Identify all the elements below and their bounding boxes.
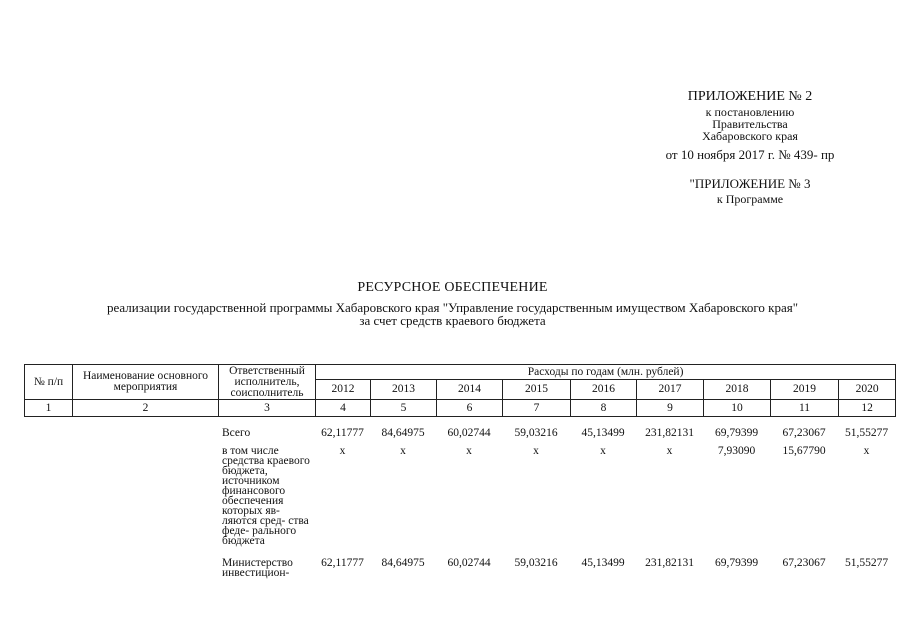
- row-value: 45,13499: [581, 427, 625, 439]
- col-number: 3: [219, 400, 316, 417]
- header-num: № п/п: [25, 365, 73, 400]
- year-cell: 2016: [571, 380, 637, 400]
- row-value: х: [863, 445, 870, 457]
- row-value: 59,03216: [514, 557, 558, 569]
- subtitle-line-2: за счет средств краевого бюджета: [359, 313, 546, 328]
- row-value: 67,23067: [782, 427, 826, 439]
- appendix-heading: ПРИЛОЖЕНИЕ № 2: [687, 89, 813, 104]
- year-cell: 2014: [437, 380, 503, 400]
- col-number: 9: [637, 400, 704, 417]
- appendix-line-3: Хабаровского края: [702, 129, 798, 143]
- row-value: 60,02744: [447, 557, 491, 569]
- header-expenses: Расходы по годам (млн. рублей): [316, 365, 896, 380]
- row-value: 84,64975: [381, 557, 425, 569]
- subtitle-line-1: реализации государственной программы Хабаровского края "Управление государственным имуществом Хабаровского края": [106, 300, 799, 315]
- row-value: х: [666, 445, 673, 457]
- row-value: 7,93090: [717, 445, 756, 457]
- row-value: х: [400, 445, 406, 457]
- header-name: Наименование основного мероприятия: [73, 365, 219, 400]
- col-number: 8: [571, 400, 637, 417]
- document-title: РЕСУРСНОЕ ОБЕСПЕЧЕНИЕ: [357, 280, 548, 295]
- row-value: 84,64975: [381, 427, 425, 439]
- header-executor: Ответственный исполнитель, соисполнитель: [219, 365, 316, 400]
- row-value: 231,82131: [645, 427, 694, 439]
- row-value: х: [533, 445, 539, 457]
- appendix-date: от 10 ноября 2017 г. № 439- пр: [665, 147, 835, 162]
- appendix-line-2: Правительства: [712, 117, 788, 131]
- year-cell: 2015: [503, 380, 571, 400]
- col-number: 11: [771, 400, 839, 417]
- col-number: 1: [25, 400, 73, 417]
- table-row: [24, 426, 895, 446]
- row-value: 51,55277: [844, 427, 889, 439]
- row-value: 62,11777: [321, 557, 364, 569]
- col-number: 2: [73, 400, 219, 417]
- row-value: х: [600, 445, 606, 457]
- appendix-line-1: к постановлению: [705, 105, 795, 119]
- col-number: 4: [316, 400, 371, 417]
- col-number: 7: [503, 400, 571, 417]
- row-value: 67,23067: [782, 557, 826, 569]
- year-cell: 2017: [637, 380, 704, 400]
- row-value: 15,67790: [782, 445, 826, 457]
- table-row: [24, 546, 895, 578]
- row-value: 59,03216: [514, 427, 558, 439]
- appendix-heading-2: "ПРИЛОЖЕНИЕ № 3: [689, 176, 811, 191]
- row-value: х: [466, 445, 472, 457]
- year-cell: 2012: [316, 380, 371, 400]
- row-value: 60,02744: [447, 427, 491, 439]
- year-cell: 2020: [839, 380, 896, 400]
- appendix-block: [620, 88, 880, 206]
- col-number: 6: [437, 400, 503, 417]
- row-value: 62,11777: [321, 427, 364, 439]
- row-value: 51,55277: [844, 557, 889, 569]
- row-value: х: [339, 445, 346, 457]
- row-label: Министерство инвестицион-: [222, 557, 293, 579]
- resource-table-body: [24, 426, 895, 578]
- appendix-sub-2: к Программе: [716, 192, 784, 206]
- col-number: 12: [839, 400, 896, 417]
- row-label: в том числе средства краевого бюджета, источником финансового обеспечения которых яв- ляются сред- ства феде- рального бюджета: [222, 445, 310, 547]
- col-number: 5: [371, 400, 437, 417]
- row-value: 69,79399: [714, 557, 759, 569]
- row-value: 231,82131: [645, 557, 694, 569]
- row-label: Всего: [222, 427, 251, 439]
- col-number: 10: [704, 400, 771, 417]
- row-value: 45,13499: [581, 557, 625, 569]
- row-value: 69,79399: [714, 427, 759, 439]
- year-cell: 2019: [771, 380, 839, 400]
- resource-table-header: [24, 364, 896, 417]
- document-subtitle: [0, 301, 905, 327]
- year-cell: 2018: [704, 380, 771, 400]
- year-cell: 2013: [371, 380, 437, 400]
- table-row: [24, 446, 895, 546]
